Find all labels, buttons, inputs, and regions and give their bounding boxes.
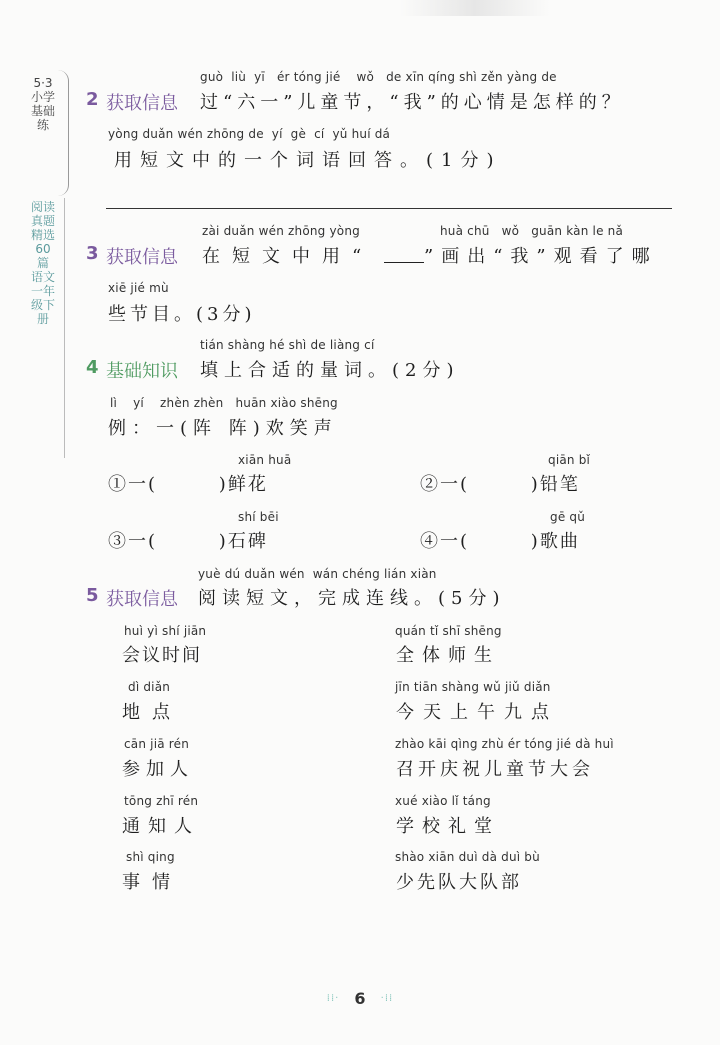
question-5-pinyin-line-1: yuè dú duǎn wén wán chéng lián xiàn: [198, 567, 437, 581]
left-item-2-pinyin: dì diǎn: [128, 680, 171, 694]
item-1-blank[interactable]: ①一( )鲜花: [108, 474, 268, 495]
left-item-4[interactable]: 通知人: [122, 816, 200, 837]
right-item-4[interactable]: 学校礼堂: [396, 816, 500, 837]
question-5-tag: 获取信息: [106, 589, 178, 610]
item-3-blank[interactable]: ③一( )石碑: [108, 531, 268, 552]
page-footer: [0, 988, 720, 1008]
question-4-text-line-1: 填上合适的量词。(2分): [200, 360, 460, 381]
footer-dots-right-icon: ·⁞⁞: [380, 993, 394, 1004]
item-4-pinyin: gē qǔ: [550, 510, 586, 524]
question-4-pinyin-line-1: tián shàng hé shì de liàng cí: [200, 338, 375, 352]
left-item-1[interactable]: 会议时间: [122, 645, 202, 666]
right-item-1-pinyin: quán tǐ shī shēng: [395, 624, 502, 638]
left-item-2[interactable]: 地点: [122, 702, 182, 723]
question-3-pinyin-line-2: xiē jié mù: [108, 281, 169, 295]
question-3-pinyin-line-1b: huà chū wǒ guān kàn le nǎ: [440, 224, 624, 238]
sidebar-series: 阅读真题精选60篇 语文 一年级下册: [30, 200, 55, 326]
sidebar-divider: [64, 198, 65, 458]
right-item-5[interactable]: 少先队大队部: [396, 872, 522, 893]
question-4-number: 4: [86, 357, 99, 378]
right-item-4-pinyin: xué xiào lǐ táng: [395, 794, 491, 808]
question-3-text-line-1a: 在短文中用“: [202, 246, 374, 267]
question-2-tag: 获取信息: [106, 93, 178, 114]
question-4-example-text: 例：一(阵 阵)欢笑声: [108, 418, 338, 439]
left-item-4-pinyin: tōng zhī rén: [124, 794, 199, 808]
footer-dots-left-icon: ⁞⁞·: [326, 993, 340, 1004]
left-item-3[interactable]: 参加人: [122, 759, 194, 780]
right-item-2-pinyin: jīn tiān shàng wǔ jiǔ diǎn: [395, 680, 551, 694]
question-5-number: 5: [86, 585, 99, 606]
item-3-pinyin: shí bēi: [238, 510, 279, 524]
question-2-text-line-1: 过“六一”儿童节，“我”的心情是怎样的？: [200, 92, 625, 113]
question-4-example-pinyin: lì yí zhèn zhèn huān xiào shēng: [110, 396, 338, 410]
right-item-3-pinyin: zhào kāi qìng zhù ér tóng jié dà huì: [395, 737, 614, 751]
item-2-pinyin: qiān bǐ: [548, 453, 591, 467]
question-3-number: 3: [86, 243, 99, 264]
right-item-3[interactable]: 召开庆祝儿童节大会: [396, 759, 594, 780]
item-1-pinyin: xiān huā: [238, 453, 292, 467]
right-item-2[interactable]: 今天上午九点: [396, 702, 558, 723]
left-item-5[interactable]: 事情: [122, 872, 182, 893]
question-2-pinyin-line-1: guò liù yī ér tóng jié wǒ de xīn qíng shì zěn yàng de: [200, 70, 557, 84]
sidebar-brand: 5·3小学基础练: [30, 76, 55, 132]
answer-line[interactable]: [106, 208, 672, 209]
page-number: 6: [354, 989, 366, 1008]
question-4-tag: 基础知识: [106, 361, 178, 382]
item-2-blank[interactable]: ②一( )铅笔: [420, 474, 580, 495]
left-item-5-pinyin: shì qing: [126, 850, 175, 864]
question-2-pinyin-line-2: yòng duǎn wén zhōng de yí gè cí yǔ huí dá: [108, 127, 391, 141]
question-5-text-line-1: 阅读短文，完成连线。(5分): [198, 588, 506, 609]
underline-marker-sample: [384, 262, 424, 263]
question-3-pinyin-line-1a: zài duǎn wén zhōng yòng: [202, 224, 360, 238]
question-3-tag: 获取信息: [106, 247, 178, 268]
item-4-blank[interactable]: ④一( )歌曲: [420, 531, 580, 552]
right-item-1[interactable]: 全体师生: [396, 645, 500, 666]
page-corner-shadow: [400, 0, 550, 16]
sidebar-bracket: [58, 70, 69, 196]
left-item-1-pinyin: huì yì shí jiān: [124, 624, 207, 638]
question-3-text-line-2: 些节目。(3分): [108, 304, 256, 325]
right-item-5-pinyin: shào xiān duì dà duì bù: [395, 850, 540, 864]
question-2-text-line-2: 用短文中的一个词语回答。(1分): [114, 150, 502, 171]
question-2-number: 2: [86, 89, 99, 110]
question-3-text-line-1b: ”画出“我”观看了哪: [424, 246, 658, 267]
left-item-3-pinyin: cān jiā rén: [124, 737, 190, 751]
